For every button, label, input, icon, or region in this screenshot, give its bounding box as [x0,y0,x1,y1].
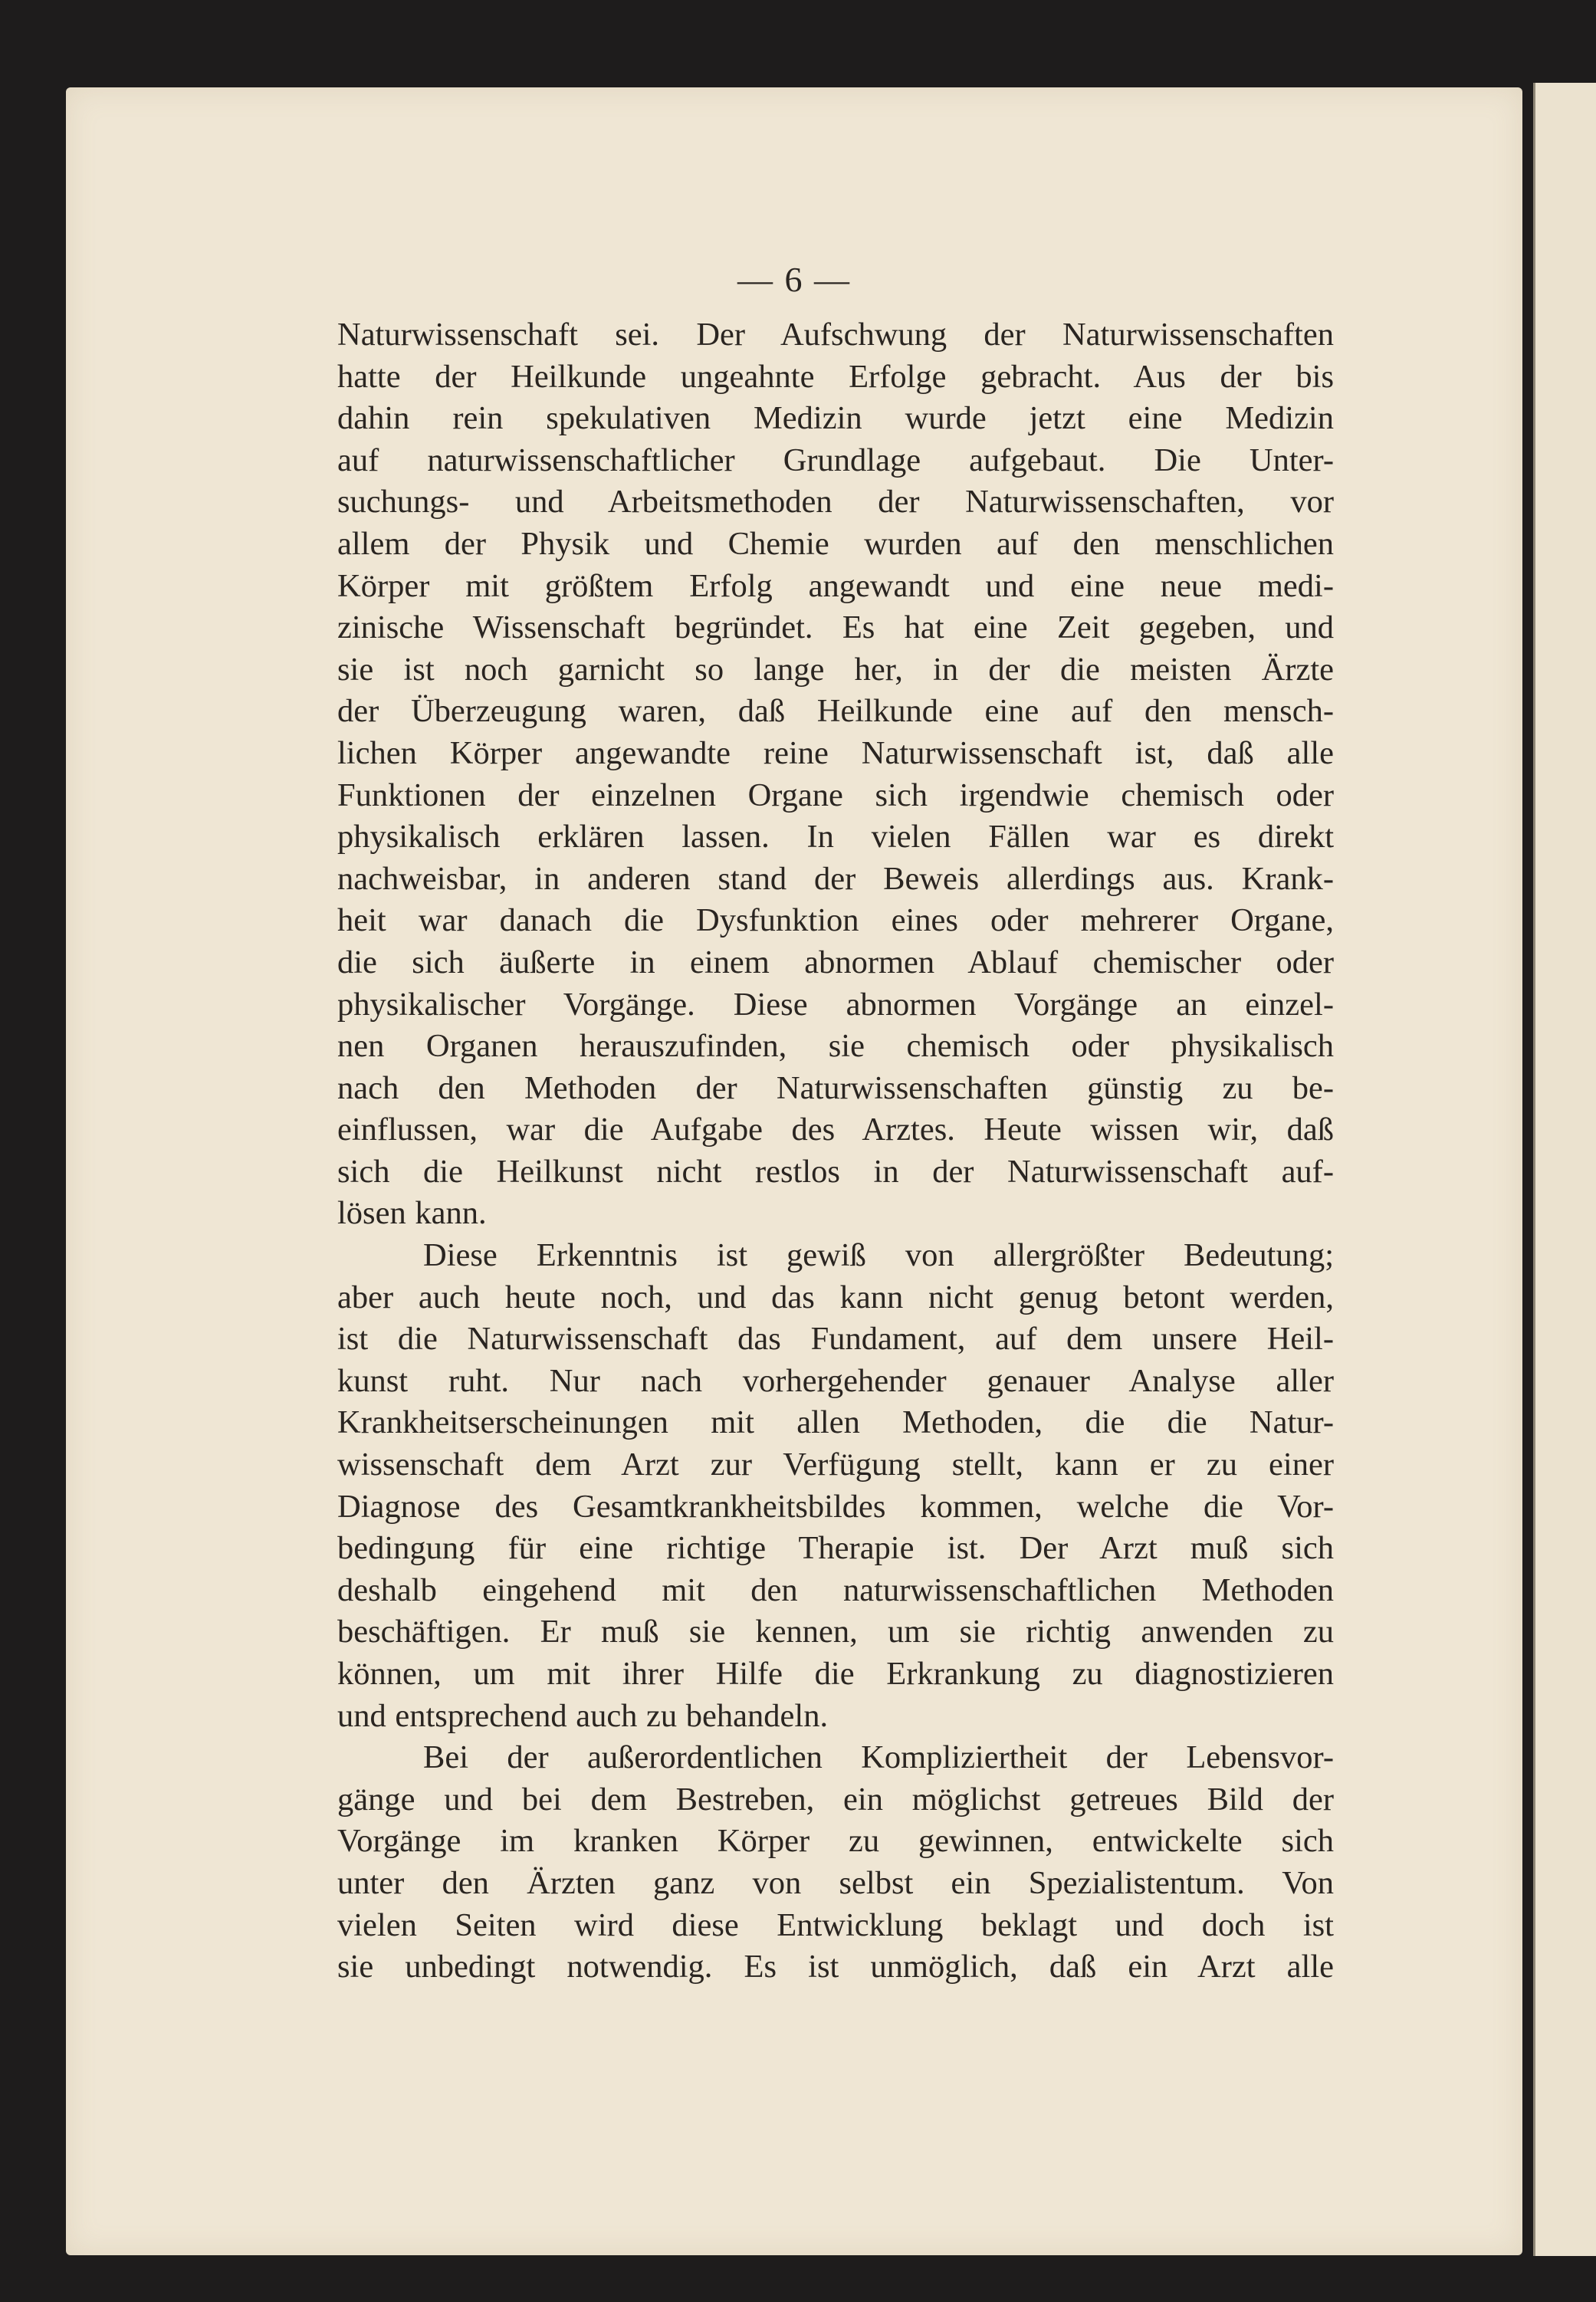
text-line: allem der Physik und Chemie wurden auf den menschlichen [337,525,1334,562]
text-line: beschäftigen. Er muß sie kennen, um sie richtig anwenden zu [337,1614,1334,1650]
text-line: gänge und bei dem Bestreben, ein möglichst getreues Bild der [337,1781,1334,1818]
page-number: — 6 — [737,260,851,299]
text-line: kunst ruht. Nur nach vorhergehender genauer Analyse aller [337,1362,1334,1399]
text-line: können, um mit ihrer Hilfe die Erkrankung zu diagnostizieren [337,1656,1334,1692]
text-line: lösen kann. [337,1195,487,1232]
text-line: Naturwissenschaft sei. Der Aufschwung der Naturwissenschaften [337,317,1334,353]
text-line: nen Organen herauszufinden, sie chemisch oder physikalisch [337,1028,1334,1065]
text-line: die sich äußerte in einem abnormen Ablauf chemischer oder [337,944,1334,980]
text-line: aber auch heute noch, und das kann nicht genug betont werden, [337,1279,1334,1315]
text-line: sie unbedingt notwendig. Es ist unmöglich, daß ein Arzt alle [337,1949,1334,1985]
text-line: hatte der Heilkunde ungeahnte Erfolge gebracht. Aus der bis [337,358,1334,395]
text-line: Funktionen der einzelnen Organe sich irgendwie chemisch oder [337,777,1334,813]
text-line: sich die Heilkunst nicht restlos in der Naturwissenschaft auf- [337,1153,1334,1190]
text-line: suchungs- und Arbeitsmethoden der Naturwissenschaften, vor [337,484,1334,520]
text-line: sie ist noch garnicht so lange her, in der die meisten Ärzte [337,651,1334,688]
text-line: nachweisbar, in anderen stand der Beweis allerdings aus. Krank- [337,860,1334,897]
text-line: physikalischer Vorgänge. Diese abnormen Vorgänge an einzel- [337,986,1334,1023]
text-line: vielen Seiten wird diese Entwicklung beklagt und doch ist [337,1906,1334,1943]
text-line: deshalb eingehend mit den naturwissenschaftlichen Methoden [337,1571,1334,1608]
text-line: physikalisch erklären lassen. In vielen Fällen war es direkt [337,819,1334,855]
text-line: nach den Methoden der Naturwissenschaften günstig zu be- [337,1069,1334,1106]
text-line: unter den Ärzten ganz von selbst ein Spezialistentum. Von [337,1864,1334,1901]
page-body-text [337,314,1334,1988]
text-line: bedingung für eine richtige Therapie ist. Der Arzt muß sich [337,1530,1334,1567]
text-line: Bei der außerordentlichen Kompliziertheit der Lebensvor- [423,1739,1334,1776]
text-line: Diagnose des Gesamtkrankheitsbildes kommen, welche die Vor- [337,1488,1334,1525]
text-line: heit war danach die Dysfunktion eines oder mehrerer Organe, [337,902,1334,939]
text-line: einflussen, war die Aufgabe des Arztes. Heute wissen wir, daß [337,1112,1334,1148]
text-line: lichen Körper angewandte reine Naturwissenschaft ist, daß alle [337,734,1334,771]
text-line: der Überzeugung waren, daß Heilkunde eine auf den mensch- [337,693,1334,730]
adjacent-page-edge [1533,83,1596,2256]
text-line: dahin rein spekulativen Medizin wurde jetzt eine Medizin [337,400,1334,437]
text-line: Körper mit größtem Erfolg angewandt und eine neue medi- [337,567,1334,604]
text-line: wissenschaft dem Arzt zur Verfügung stellt, kann er zu einer [337,1447,1334,1483]
text-line: Krankheitserscheinungen mit allen Methoden, die die Natur- [337,1404,1334,1441]
text-line: Diese Erkenntnis ist gewiß von allergrößter Bedeutung; [423,1237,1334,1274]
text-line: auf naturwissenschaftlicher Grundlage aufgebaut. Die Unter- [337,442,1334,478]
text-line: ist die Naturwissenschaft das Fundament, auf dem unsere Heil- [337,1321,1334,1358]
text-line: Vorgänge im kranken Körper zu gewinnen, entwickelte sich [337,1823,1334,1860]
text-line: zinische Wissenschaft begründet. Es hat eine Zeit gegeben, und [337,609,1334,646]
text-line: und entsprechend auch zu behandeln. [337,1697,829,1734]
